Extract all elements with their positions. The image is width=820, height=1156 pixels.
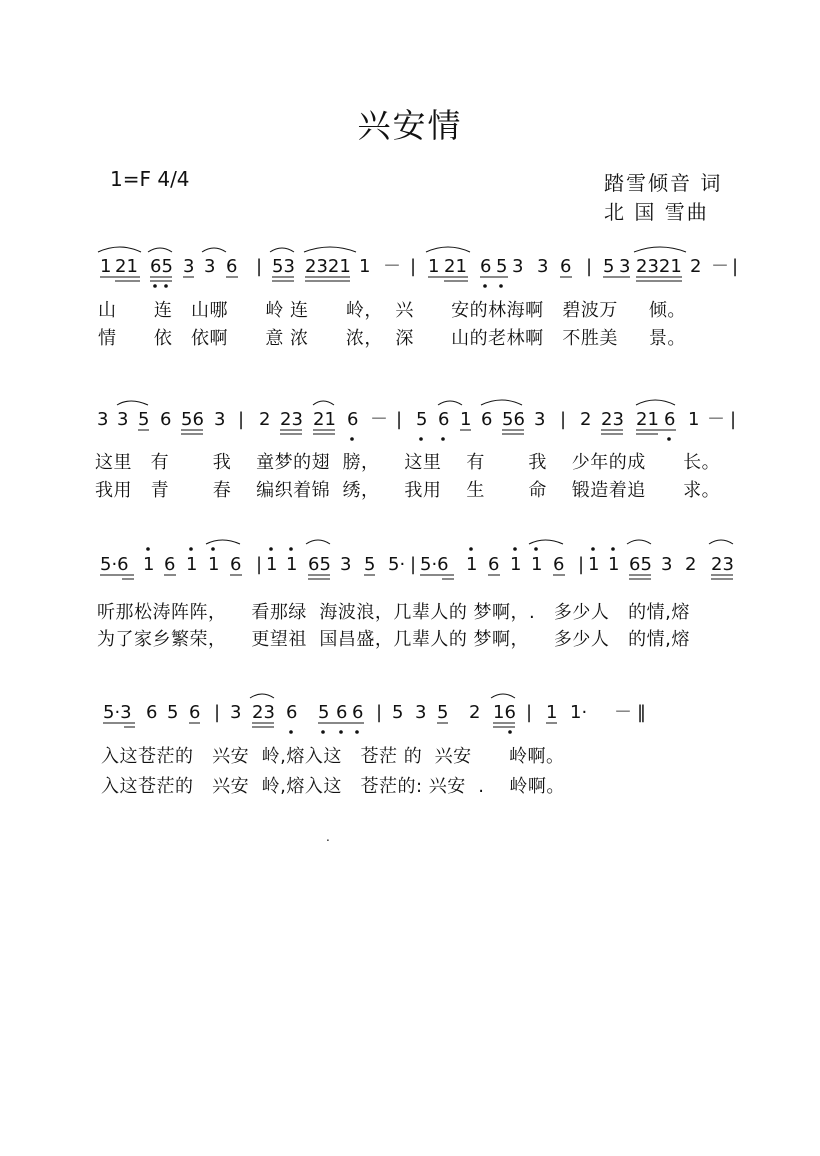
- note: 3: [619, 256, 631, 277]
- note: 21: [313, 409, 336, 430]
- lyric-verse-1: 山 连 山哪 岭 连 岭， 兴 安的林海啊 碧波万 倾。: [98, 300, 686, 321]
- dash: －: [614, 702, 632, 723]
- low-dot: [667, 437, 671, 441]
- note: 2: [469, 702, 481, 723]
- note: 3: [415, 702, 427, 723]
- high-dot: [146, 547, 150, 551]
- note: 1: [286, 554, 298, 575]
- note: 6: [286, 702, 298, 723]
- lyric-verse-1: 入这苍茫的 兴安 岭,熔入这 苍茫 的 兴安 岭啊。: [101, 746, 565, 767]
- barline: |: [214, 702, 221, 723]
- note: 2: [580, 409, 592, 430]
- slur: [117, 401, 148, 405]
- note: 6: [664, 409, 676, 430]
- dash: －: [370, 409, 388, 430]
- notation-line-1: [0, 250, 820, 290]
- lyric-verse-2: 情 依 依啊 意 浓 浓， 深 山的老林啊 不胜美 景。: [98, 328, 686, 349]
- low-dot: [419, 437, 423, 441]
- dash: －: [383, 256, 401, 277]
- composer-credit: 北 国 雪曲: [604, 200, 709, 224]
- slur: [313, 401, 334, 405]
- slur: [529, 540, 563, 544]
- note: 6: [488, 554, 500, 575]
- dash: －: [711, 256, 729, 277]
- barline: |: [730, 409, 737, 430]
- note: 2321: [636, 256, 682, 277]
- note: 1: [546, 702, 558, 723]
- note: 6: [560, 256, 572, 277]
- note: 3: [204, 256, 216, 277]
- high-dot: [469, 547, 473, 551]
- slur: [250, 694, 274, 698]
- low-dot: [350, 437, 354, 441]
- slur: [426, 247, 470, 252]
- note: 2: [259, 409, 271, 430]
- note: 2: [685, 554, 697, 575]
- slur: [438, 401, 462, 405]
- note: 3: [340, 554, 352, 575]
- slur: [636, 400, 675, 405]
- note: 1: [688, 409, 700, 430]
- slur: [206, 540, 240, 544]
- note: 6: [189, 702, 201, 723]
- slur: [481, 400, 522, 405]
- note: 1: [466, 554, 478, 575]
- note: 5: [603, 256, 615, 277]
- note: 6: [160, 409, 172, 430]
- note: 3: [537, 256, 549, 277]
- barline: |: [560, 409, 567, 430]
- stray-mark: .: [326, 830, 330, 844]
- note: 16: [493, 702, 516, 723]
- key-signature: 1=F 4/4: [110, 167, 190, 191]
- low-dot: [483, 284, 487, 288]
- barline: |: [376, 702, 383, 723]
- barline: |: [586, 256, 593, 277]
- low-dot: [321, 730, 325, 734]
- barline: |: [256, 256, 263, 277]
- note: 65: [150, 256, 173, 277]
- final-barline: ‖: [637, 702, 646, 723]
- note: 3: [230, 702, 242, 723]
- lyric-verse-2: 入这苍茫的 兴安 岭,熔入这 苍茫的: 兴安 . 岭啊。: [101, 776, 565, 797]
- slur: [709, 540, 733, 544]
- low-dot: [499, 284, 503, 288]
- song-title: 兴安情: [357, 106, 463, 145]
- note: 23: [252, 702, 275, 723]
- high-dot: [269, 547, 273, 551]
- lyricist-credit: 踏雪倾音 词: [604, 171, 723, 195]
- note: 5·: [388, 554, 406, 575]
- note: 5: [138, 409, 150, 430]
- note: 23: [280, 409, 303, 430]
- note: 1·: [570, 702, 588, 723]
- notation-line-4-glyphs: [0, 696, 820, 736]
- slur: [304, 247, 356, 252]
- note: 1: [428, 256, 440, 277]
- note: 5: [392, 702, 404, 723]
- note: 6: [347, 409, 359, 430]
- low-dot: [289, 730, 293, 734]
- note: 5·6: [420, 554, 449, 575]
- note: 1: [531, 554, 543, 575]
- high-dot: [611, 547, 615, 551]
- barline: |: [238, 409, 245, 430]
- note: 23: [711, 554, 734, 575]
- note: 65: [308, 554, 331, 575]
- notation-line-3-glyphs: [0, 548, 820, 588]
- high-dot: [513, 547, 517, 551]
- slur: [491, 694, 515, 698]
- note: 6: [336, 702, 348, 723]
- note: 1: [100, 256, 112, 277]
- slur: [148, 248, 172, 252]
- note: 21: [444, 256, 467, 277]
- notation-line-1-glyphs: [0, 250, 820, 290]
- note: 1: [266, 554, 278, 575]
- lyric-verse-1: 这里 有 我 童梦的翅 膀， 这里 有 我 少年的成 长。: [95, 452, 721, 473]
- note: 6: [164, 554, 176, 575]
- low-dot: [339, 730, 343, 734]
- note: 1: [588, 554, 600, 575]
- notation-line-2: [0, 403, 820, 443]
- note: 56: [502, 409, 525, 430]
- high-dot: [211, 547, 215, 551]
- notation-line-4: [0, 696, 820, 736]
- note: 6: [481, 409, 493, 430]
- barline: |: [410, 256, 417, 277]
- slur: [98, 247, 141, 252]
- slur: [627, 540, 651, 544]
- low-dot: [164, 284, 168, 288]
- lyric-verse-2: 我用 青 春 编织着锦 绣， 我用 生 命 锻造着追 求。: [95, 480, 721, 501]
- notation-line-3: [0, 548, 820, 588]
- high-dot: [591, 547, 595, 551]
- note: 2321: [305, 256, 351, 277]
- note: 5·6: [100, 554, 129, 575]
- note: 6: [230, 554, 242, 575]
- note: 6: [352, 702, 364, 723]
- note: 1: [608, 554, 620, 575]
- note: 53: [272, 256, 295, 277]
- note: 5: [416, 409, 428, 430]
- barline: |: [732, 256, 739, 277]
- barline: |: [256, 554, 263, 575]
- note: 6: [226, 256, 238, 277]
- low-dot: [508, 730, 512, 734]
- slur: [634, 247, 686, 252]
- note: 6: [438, 409, 450, 430]
- note: 56: [181, 409, 204, 430]
- note: 3: [117, 409, 129, 430]
- note: 1: [510, 554, 522, 575]
- note: 6: [146, 702, 158, 723]
- high-dot: [289, 547, 293, 551]
- note: 1: [143, 554, 155, 575]
- dash: －: [707, 409, 725, 430]
- note: 6: [553, 554, 565, 575]
- note: 2: [690, 256, 702, 277]
- notation-line-2-glyphs: [0, 403, 820, 443]
- barline: |: [396, 409, 403, 430]
- high-dot: [189, 547, 193, 551]
- note: 65: [629, 554, 652, 575]
- note: 3: [512, 256, 524, 277]
- lyric-verse-2: 为了家乡繁荣， 更望祖 国昌盛，几辈人的 梦啊， 多少人 的情,熔: [97, 629, 690, 650]
- low-dot: [153, 284, 157, 288]
- note: 5: [496, 256, 508, 277]
- note: 3: [214, 409, 226, 430]
- high-dot: [534, 547, 538, 551]
- note: 21: [115, 256, 138, 277]
- note: 3: [183, 256, 195, 277]
- note: 1: [359, 256, 371, 277]
- slur: [202, 248, 226, 252]
- barline: |: [526, 702, 533, 723]
- note: 5·3: [103, 702, 132, 723]
- barline: |: [410, 554, 417, 575]
- barline: |: [578, 554, 585, 575]
- note: 21: [636, 409, 659, 430]
- note: 3: [661, 554, 673, 575]
- note: 1: [208, 554, 220, 575]
- note: 23: [601, 409, 624, 430]
- lyric-verse-1: 听那松涛阵阵， 看那绿 海波浪，几辈人的 梦啊，. 多少人 的情,熔: [97, 602, 690, 623]
- low-dot: [355, 730, 359, 734]
- note: 6: [480, 256, 492, 277]
- slur: [270, 248, 294, 252]
- note: 5: [437, 702, 449, 723]
- note: 5: [318, 702, 330, 723]
- note: 1: [460, 409, 472, 430]
- slur: [306, 540, 330, 544]
- note: 5: [167, 702, 179, 723]
- note: 1: [186, 554, 198, 575]
- note: 5: [364, 554, 376, 575]
- low-dot: [441, 437, 445, 441]
- note: 3: [534, 409, 546, 430]
- note: 3: [97, 409, 109, 430]
